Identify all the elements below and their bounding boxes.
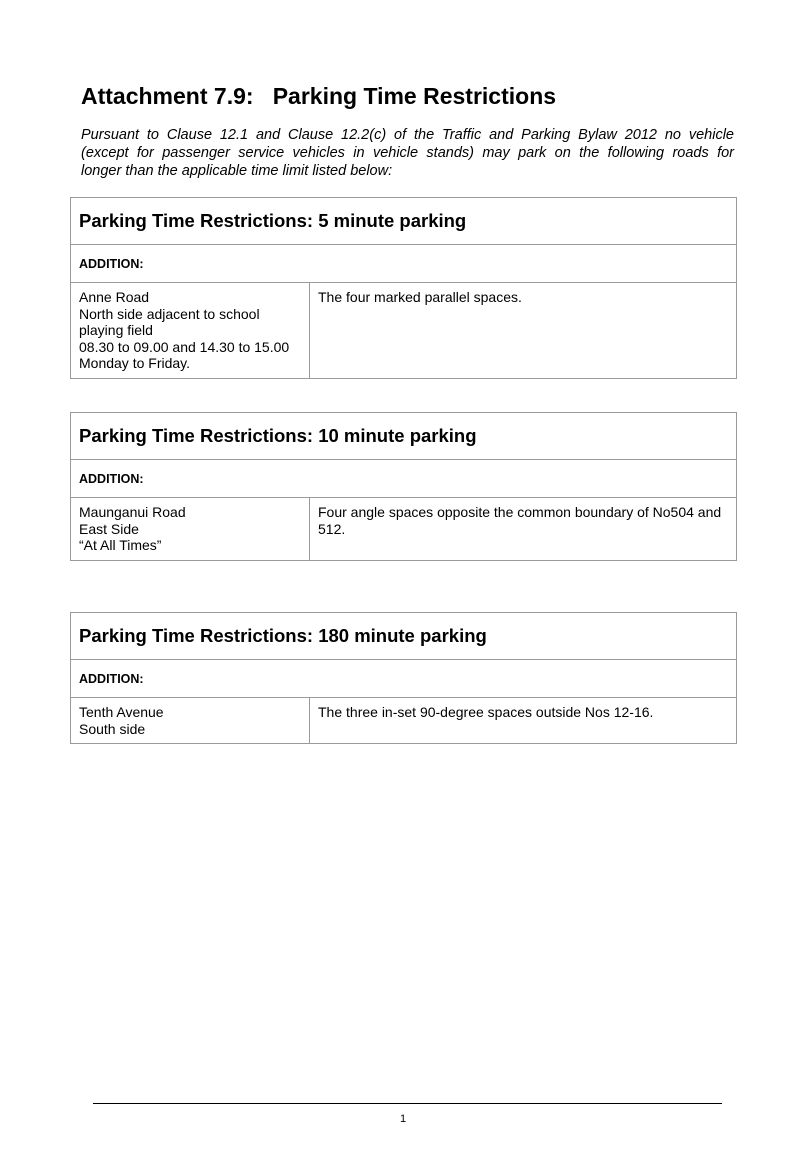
table-row — [71, 498, 737, 561]
intro-line: (except for passenger service vehicles in vehicle stands) may park on the following roads for — [81, 145, 734, 161]
table-title: Parking Time Restrictions: 180 minute parking — [71, 613, 737, 660]
table-subheading: ADDITION: — [71, 245, 737, 283]
location-line: South side — [79, 720, 146, 737]
location-line: “At All Times” — [79, 537, 162, 553]
table-title: Parking Time Restrictions: 10 minute parking — [71, 413, 737, 460]
table-subheading: ADDITION: — [71, 660, 737, 698]
intro-line: longer than the applicable time limit listed below: — [81, 163, 393, 179]
restriction-table-5-minute — [70, 197, 737, 379]
restriction-table-10-minute — [70, 412, 737, 561]
table-title: Parking Time Restrictions: 5 minute parking — [71, 198, 737, 245]
location-cell — [71, 698, 310, 744]
description-cell — [310, 283, 737, 379]
location-line: playing field — [79, 322, 153, 338]
description-line: The three in-set 90-degree spaces outside Nos 12-16. — [318, 704, 654, 720]
table-subheading: ADDITION: — [71, 460, 737, 498]
page-number: 1 — [399, 1113, 407, 1125]
table-row — [71, 698, 737, 744]
table-row — [71, 283, 737, 379]
intro-paragraph — [81, 126, 734, 180]
location-cell — [71, 283, 310, 379]
location-line: Maunganui Road — [79, 504, 186, 520]
location-cell — [71, 498, 310, 561]
description-cell — [310, 498, 737, 561]
restriction-table-180-minute — [70, 612, 737, 744]
intro-line: Pursuant to Clause 12.1 and Clause 12.2(c) of the Traffic and Parking Bylaw 2012 no vehicle — [81, 127, 734, 143]
footer-divider — [93, 1103, 722, 1104]
location-line: Tenth Avenue — [79, 704, 164, 720]
location-line: North side adjacent to school — [79, 305, 260, 322]
description-line: The four marked parallel spaces. — [318, 289, 522, 305]
location-line: East Side — [79, 520, 139, 537]
location-line: 08.30 to 09.00 and 14.30 to 15.00 — [79, 338, 290, 355]
description-cell — [310, 698, 737, 744]
description-line: 512. — [318, 520, 346, 537]
location-line: Monday to Friday. — [79, 355, 191, 371]
description-line: Four angle spaces opposite the common boundary of No504 and — [318, 504, 722, 520]
page-title: Attachment 7.9: Parking Time Restrictions — [81, 83, 557, 109]
location-line: Anne Road — [79, 289, 150, 305]
